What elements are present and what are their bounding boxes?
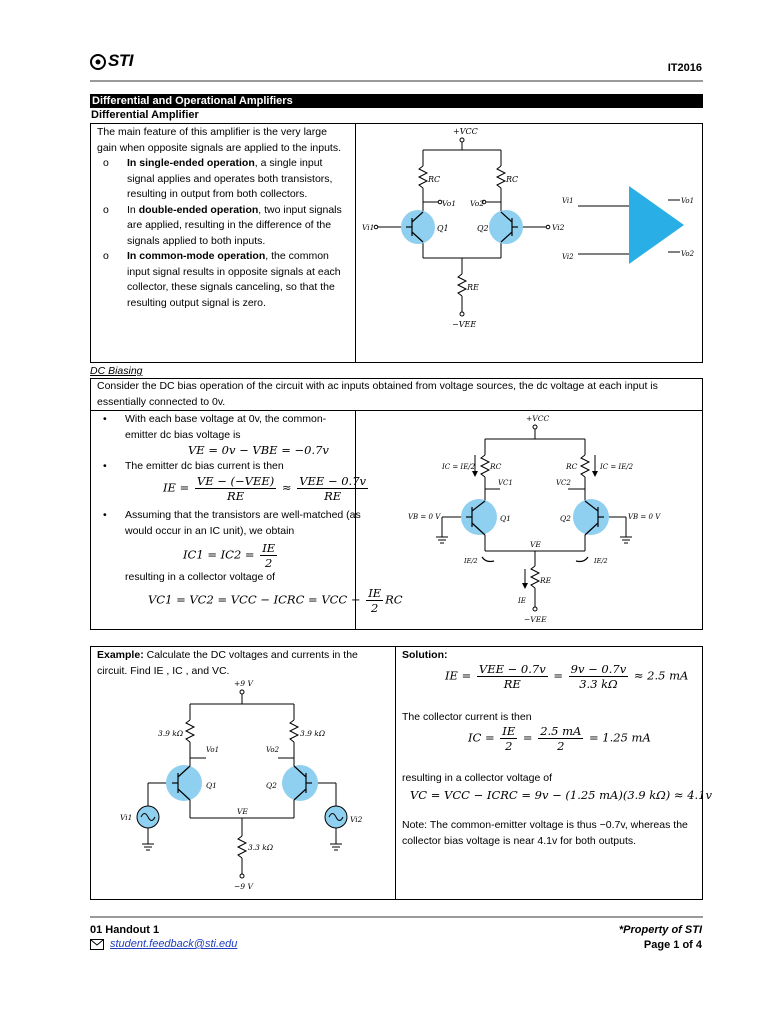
ie-label: IE — [518, 597, 526, 605]
q2-label: Q2 — [560, 514, 571, 523]
vc2-label: VC2 — [556, 479, 571, 487]
q1-label: Q1 — [437, 224, 449, 233]
vee-label: −9 V — [234, 882, 253, 891]
property-label: *Property of STI — [618, 924, 702, 936]
sti-logo-text: STI — [108, 51, 133, 70]
re-label: 3.3 kΩ — [248, 843, 274, 852]
dc-bullet-2 — [97, 459, 353, 475]
vee-label: −VEE — [452, 320, 477, 329]
q2-label: Q2 — [266, 781, 277, 790]
ic-right-label: IC = IE/2 — [600, 463, 634, 471]
vb-right-label: VB = 0 V — [628, 513, 661, 521]
dc-biasing-heading: DC Biasing — [90, 365, 143, 377]
section-subtitle: Differential Amplifier — [91, 109, 199, 121]
ve-label: VE — [237, 807, 248, 816]
ie-half-right-label: IE/2 — [594, 557, 608, 565]
intro-text — [97, 125, 349, 311]
header-rule — [90, 80, 703, 82]
section-title: Differential and Operational Amplifiers — [90, 94, 703, 108]
q2-label: Q2 — [477, 224, 489, 233]
vcc-label: +9 V — [234, 679, 253, 688]
page-number: Page 1 of 4 — [643, 939, 702, 951]
vi2-label: Vi2 — [350, 815, 363, 824]
eq-vc: VC1 = VC2 = VCC − ICRC = VCC − $\frac{IE}{2}$ RC — [148, 586, 403, 615]
handout-label: 01 Handout 1 — [90, 924, 160, 936]
differential-opamp-diagram — [556, 180, 702, 270]
vcc-label: +VCC — [526, 414, 550, 423]
re-label: RE — [540, 576, 552, 585]
rc-right-label: 3.9 kΩ — [300, 729, 326, 738]
example-circuit-diagram — [110, 678, 375, 896]
rc-left-label: RC — [490, 462, 502, 471]
solution-label: Solution: — [402, 649, 448, 661]
vo2-label: Vo2 — [470, 199, 485, 208]
footer-rule — [90, 916, 703, 918]
vi1-label: Vi1 — [362, 223, 375, 232]
dc-bullets — [97, 412, 353, 443]
vc1-label: VC1 — [498, 479, 513, 487]
example-prompt: Example: Calculate the DC voltages and currents in the circuit. Find IE , IC , and VC. — [97, 649, 358, 677]
opamp-vi2-label: Vi2 — [562, 253, 574, 261]
vcc-label: +VCC — [453, 127, 478, 136]
dc-intro-text: Consider the DC bias operation of the circuit with ac inputs obtained from voltage sources, the dc voltage at each input is essentially connected to 0v. — [97, 380, 658, 408]
q1-label: Q1 — [206, 781, 217, 790]
sol-eq-ic: IC = $\frac{IE}{2}$ = $\frac{2.5 mA}{2}$ = 1.25 mA — [468, 724, 651, 753]
list-item: o In single-ended operation, a single input signal applies and operates both transistors, resulting in output from both collectors. — [103, 157, 333, 200]
transistor-q2-icon — [282, 765, 318, 801]
opamp-vo1-label: Vo1 — [681, 197, 695, 205]
transistor-q1-icon — [166, 765, 202, 801]
intro-lead: The main feature of this amplifier is the very large gain when opposite signals are applied to the inputs. — [97, 126, 342, 154]
eq-ie: IE = $\frac{\text{VE − (−VEE)}}{RE}$ ≈ $\frac{\text{VEE − 0.7v}}{RE}$ — [163, 474, 367, 503]
sol-eq-vc: VC = VCC − ICRC = 9v − (1.25 mA)(3.9 kΩ) ≈ 4.1v — [410, 788, 713, 802]
opamp-vi1-label: Vi1 — [562, 197, 574, 205]
list-item: o In common-mode operation, the common input signal results in opposite signals at each collector, these signals canceling, so that the resulting output signal is zero. — [103, 250, 341, 309]
vi2-label: Vi2 — [552, 223, 565, 232]
dc-collector-text: resulting in a collector voltage of — [125, 571, 275, 583]
collector-voltage-text: resulting in a collector voltage of — [402, 772, 552, 784]
vo1-label: Vo1 — [442, 199, 457, 208]
rc-right-label: RC — [566, 462, 578, 471]
intro-list — [97, 156, 349, 311]
list-item: • Assuming that the transistors are well-matched (as would occur in an IC unit), we obtain — [103, 509, 361, 537]
email-icon — [90, 939, 104, 950]
example-divider — [395, 646, 396, 900]
rc-right-label: RC — [506, 175, 519, 184]
vi1-label: Vi1 — [120, 813, 133, 822]
re-label: RE — [467, 283, 479, 292]
vo1-label: Vo1 — [206, 746, 220, 754]
ve-label: VE — [530, 540, 541, 549]
solution-note: Note: The common-emitter voltage is thus −0.7v, whereas the collector bias voltage is near 4.1v for both outputs. — [402, 819, 688, 847]
dc-bias-diagram — [390, 411, 680, 629]
opamp-vo2-label: Vo2 — [681, 250, 695, 258]
ie-half-left-label: IE/2 — [464, 557, 478, 565]
vee-label: −VEE — [524, 615, 547, 624]
collector-current-text: The collector current is then — [402, 711, 532, 723]
list-item: • With each base voltage at 0v, the common-emitter dc bias voltage is — [103, 413, 327, 441]
feedback-email-link[interactable]: student.feedback@sti.edu — [110, 938, 238, 950]
eq-ve: VE = 0v − VBE = −0.7v — [188, 443, 329, 457]
ic-left-label: IC = IE/2 — [442, 463, 476, 471]
vo2-label: Vo2 — [266, 746, 280, 754]
eq-ic: IC1 = IC2 = $\frac{IE}{2}$ — [183, 541, 276, 570]
course-code: IT2016 — [667, 62, 702, 74]
vb-left-label: VB = 0 V — [408, 513, 441, 521]
rc-left-label: 3.9 kΩ — [158, 729, 184, 738]
sol-eq-ie: IE = $\frac{\text{VEE − 0.7v}}{RE}$ = $\frac{9v - 0.7v}{3.3 k\Omega}$ ≈ 2.5 mA — [445, 662, 689, 691]
q1-label: Q1 — [500, 514, 511, 523]
dc-bullet-3 — [97, 508, 367, 539]
list-item: • The emitter dc bias current is then — [103, 460, 284, 472]
list-item: o In double-ended operation, two input signals are applied, resulting in the difference of the signals applied to both inputs. — [103, 203, 342, 247]
rc-left-label: RC — [428, 175, 441, 184]
